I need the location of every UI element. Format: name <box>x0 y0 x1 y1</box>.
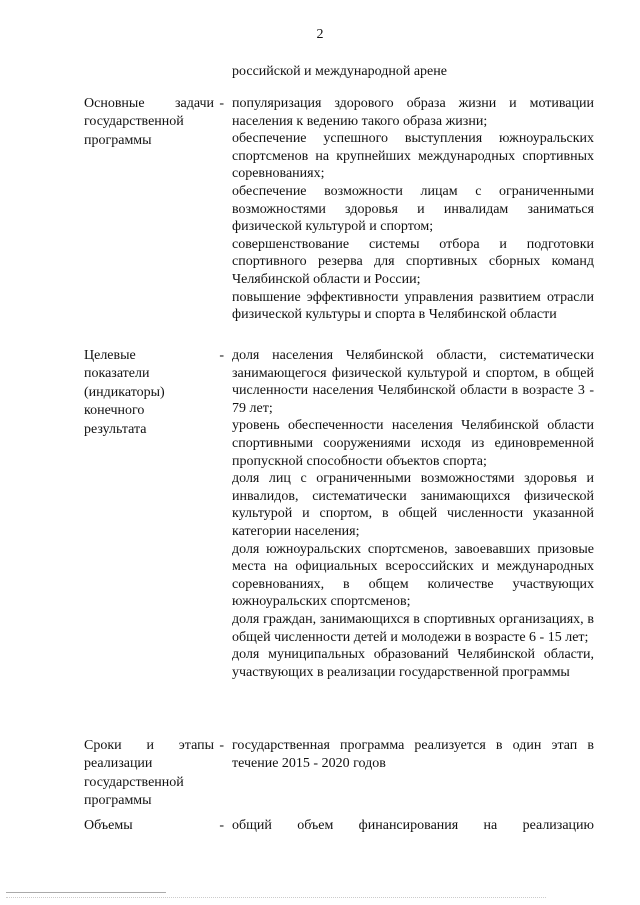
content-item: обеспечение успешного выступления южноуральских спортсменов на крупнейших международных спортивных соревнованиях; <box>232 131 594 182</box>
content-item: доля муниципальных образований Челябинской области, участвующих в реализации государственной программы <box>232 647 594 680</box>
row-label <box>84 95 226 150</box>
label-line: результата <box>84 421 147 437</box>
label-line: Целевые <box>84 348 136 363</box>
row-label <box>84 737 226 811</box>
label-line: конечного <box>84 403 145 419</box>
content-item: доля южноуральских спортсменов, завоевавших призовые места на официальных всероссийских и международных соревнованиях, в общем количестве участвующих южноуральских спортсменов; <box>232 541 594 610</box>
content-item: доля населения Челябинской области, систематически занимающегося физической культурой и спортом, в общей численности населения Челябинской области в возрасте 3 - 79 лет; <box>232 348 594 416</box>
label-dash: - <box>219 96 224 111</box>
label-line: программы <box>84 793 152 809</box>
row-content <box>232 347 594 681</box>
label-dash: - <box>219 738 224 753</box>
footer-scan-edge <box>6 897 546 898</box>
label-line: программы <box>84 132 152 148</box>
content-item: совершенствование системы отбора и подготовки спортивного резерва для спортивных сборных команд Челябинской области и России; <box>232 236 594 287</box>
label-line: Основные задачи <box>84 96 214 111</box>
continuation-text: российской и международной арене <box>232 64 447 79</box>
content-item: доля лиц с ограниченными возможностями здоровья и инвалидов, систематически занимающихся физической культурой и спортом, в общей численности указанной категории населения; <box>232 471 594 539</box>
content-item: обеспечение возможности лицам с ограниченными возможностями здоровья и инвалидам заниматься физической культурой и спортом; <box>232 183 594 235</box>
content-item: популяризация здорового образа жизни и мотивации населения к ведению такого образа жизни; <box>232 96 594 129</box>
row-content <box>232 95 594 324</box>
content-item: уровень обеспеченности населения Челябинской области спортивными сооружениями исходя из единовременной пропускной способности объектов спорта; <box>232 418 594 469</box>
label-line: показатели <box>84 366 150 382</box>
content-item: общий объем финансирования на реализацию <box>232 818 594 833</box>
row-label <box>84 347 226 439</box>
content-item: государственная программа реализуется в один этап в течение 2015 - 2020 годов <box>232 738 594 771</box>
label-line: государственной <box>84 114 184 130</box>
content-item: доля граждан, занимающихся в спортивных организациях, в общей численности детей и молодежи в возрасте 6 - 15 лет; <box>232 611 594 645</box>
label-line: Объемы <box>84 818 133 833</box>
footer-rule <box>6 892 166 893</box>
label-line: государственной <box>84 774 184 790</box>
label-line: (индикаторы) <box>84 384 165 400</box>
row-label <box>84 817 226 835</box>
content-item: повышение эффективности управления развитием отрасли физической культуры и спорта в Челябинской области <box>232 289 594 323</box>
label-line: реализации <box>84 756 153 772</box>
label-dash: - <box>219 818 224 833</box>
page-number: 2 <box>316 27 324 42</box>
row-content <box>232 737 594 772</box>
label-dash: - <box>219 348 224 363</box>
row-content <box>232 817 594 835</box>
label-line: Сроки и этапы <box>84 738 214 753</box>
